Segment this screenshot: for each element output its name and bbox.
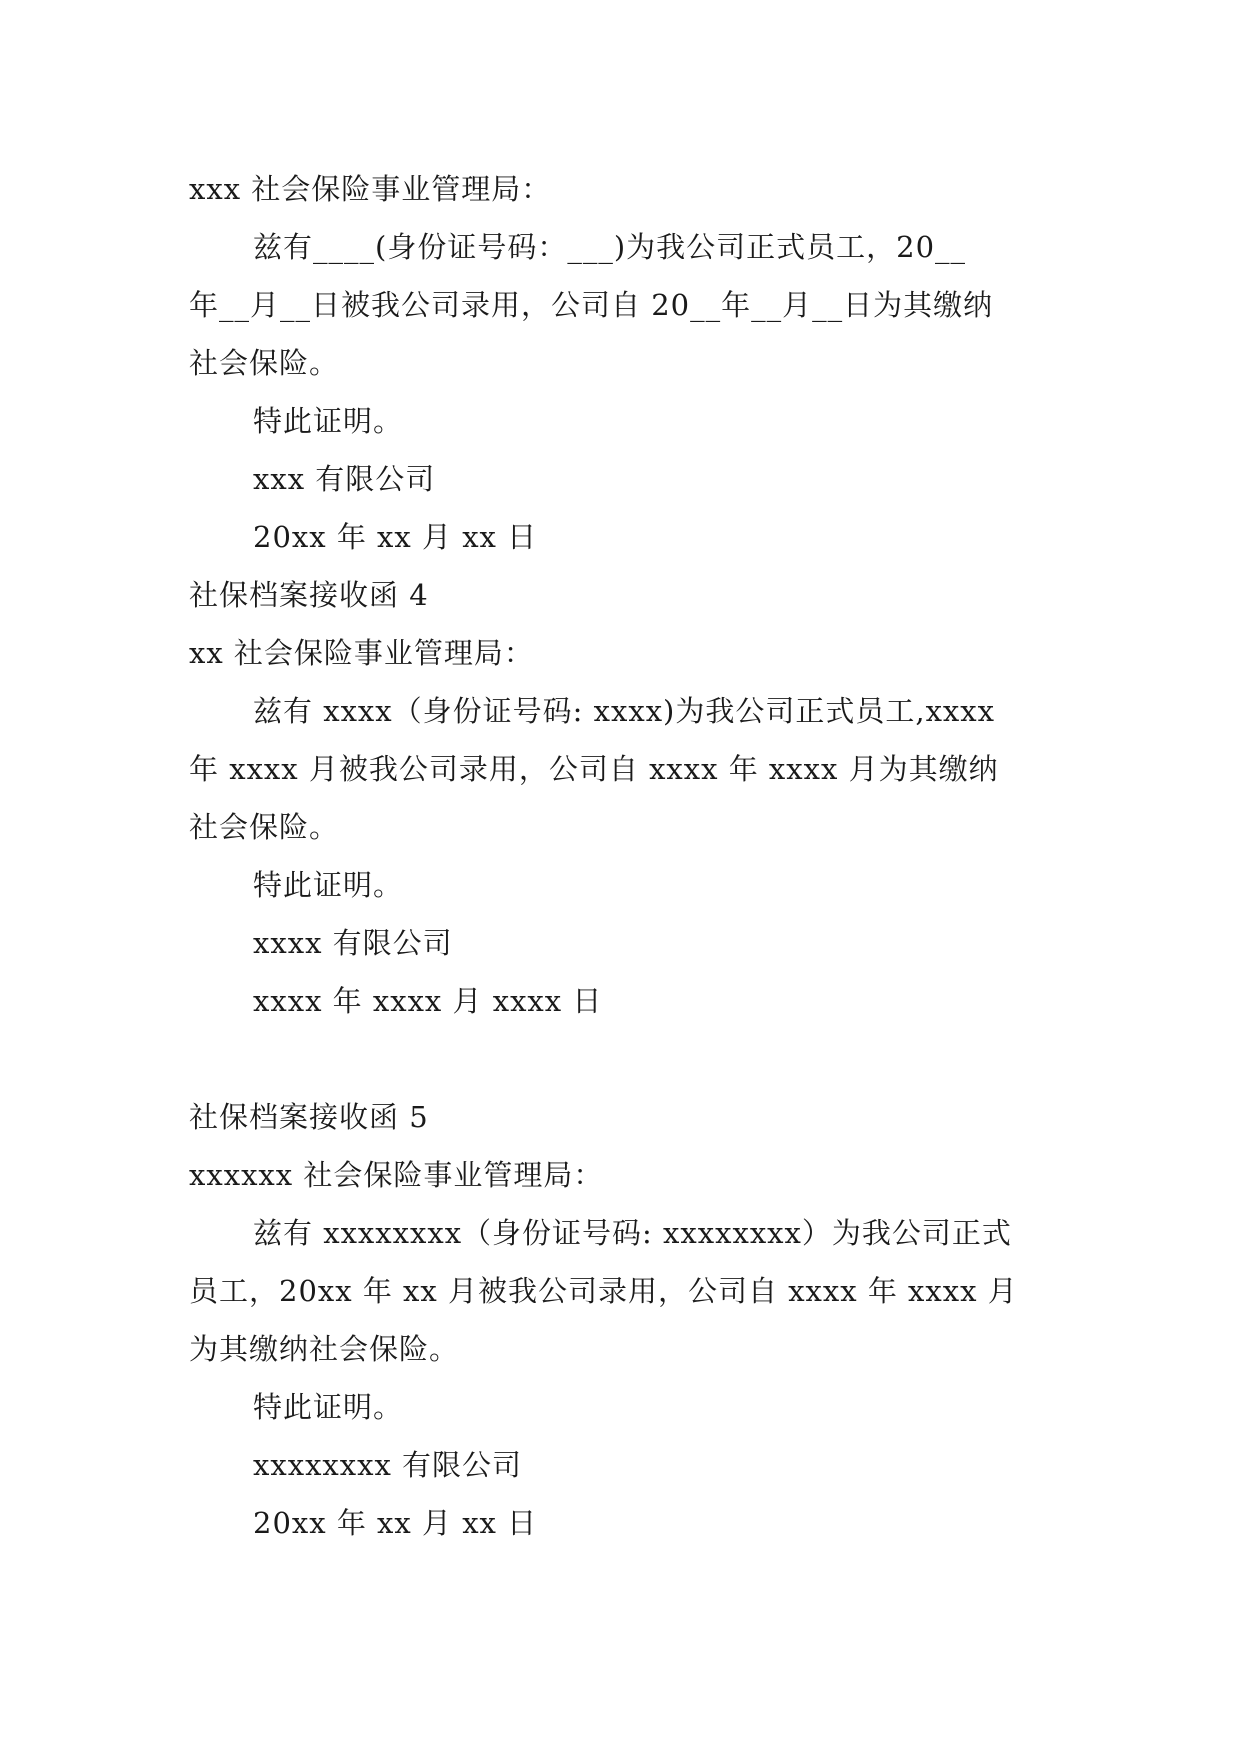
body-line: 年 xxxx 月被我公司录用，公司自 xxxx 年 xxxx 月为其缴纳 (189, 752, 999, 786)
closing-text: 特此证明。 (253, 1390, 404, 1424)
body-line: 社会保险。 (189, 810, 340, 844)
letter-section-5 (189, 1088, 1049, 1552)
document-page (189, 160, 1049, 1552)
body-line: 兹有 xxxxxxxx（身份证号码: xxxxxxxx）为我公司正式 (253, 1216, 1012, 1250)
company-signature: xxxxxxxx 有限公司 (253, 1448, 523, 1482)
section-title: 社保档案接收函 4 (189, 578, 429, 612)
body-line: 兹有____(身份证号码：___)为我公司正式员工，20__ (253, 230, 967, 264)
company-signature: xxxx 有限公司 (253, 926, 453, 960)
closing-text: 特此证明。 (253, 868, 404, 902)
signature-date: 20xx 年 xx 月 xx 日 (253, 1506, 538, 1540)
addressee: xx 社会保险事业管理局： (189, 636, 534, 670)
body-line: 员工，20xx 年 xx 月被我公司录用，公司自 xxxx 年 xxxx 月 (189, 1274, 1018, 1308)
body-line: 兹有 xxxx（身份证号码: xxxx)为我公司正式员工,xxxx (253, 694, 995, 728)
signature-date: xxxx 年 xxxx 月 xxxx 日 (253, 984, 603, 1018)
closing-text: 特此证明。 (253, 404, 404, 438)
body-line: 为其缴纳社会保险。 (189, 1332, 460, 1366)
body-line: 社会保险。 (189, 346, 340, 380)
company-signature: xxx 有限公司 (253, 462, 436, 496)
body-line: 年__月__日被我公司录用，公司自 20__年__月__日为其缴纳 (189, 288, 994, 322)
section-title: 社保档案接收函 5 (189, 1100, 429, 1134)
section-spacer (189, 1030, 1049, 1088)
letter-section-1 (189, 160, 1049, 566)
signature-date: 20xx 年 xx 月 xx 日 (253, 520, 538, 554)
addressee: xxx 社会保险事业管理局： (189, 172, 552, 206)
addressee: xxxxxx 社会保险事业管理局： (189, 1158, 604, 1192)
letter-section-4 (189, 566, 1049, 1030)
